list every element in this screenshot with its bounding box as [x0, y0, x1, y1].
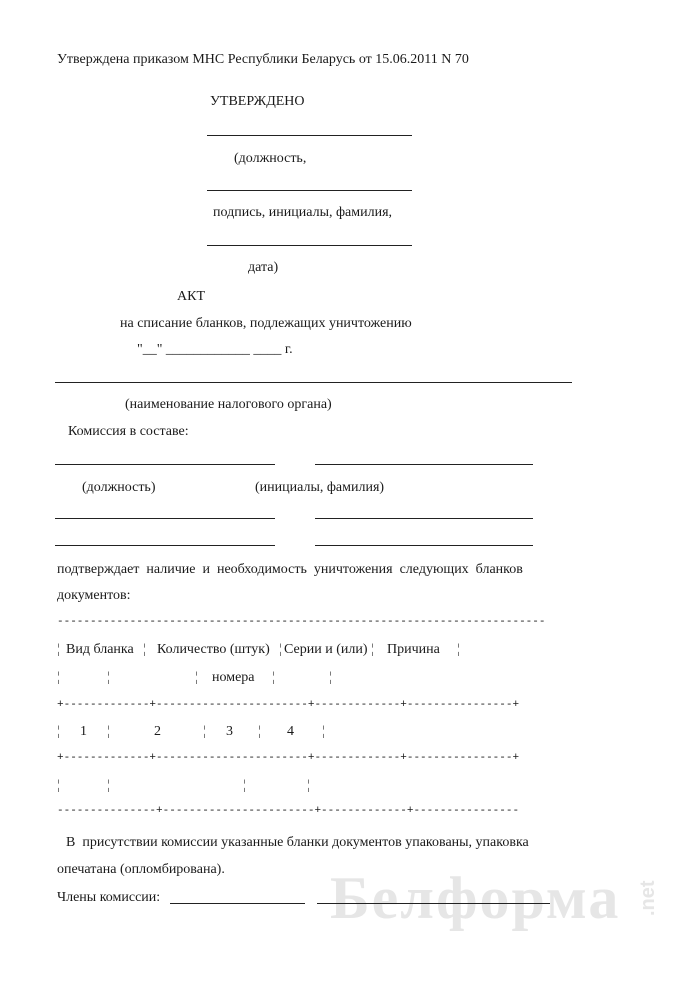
table-bar: ¦ — [457, 642, 460, 657]
table-header-series: Серии и (или) — [284, 642, 368, 657]
table-col-number-4: 4 — [287, 724, 294, 739]
members-label: Члены комиссии: — [57, 890, 161, 905]
commission-position-line-2 — [55, 518, 275, 519]
table-bar: ¦ — [371, 642, 374, 657]
presence-line-1: В присутствии комиссии указанные бланки документов упакованы, упаковка — [66, 835, 529, 850]
table-header-numbers: номера — [212, 670, 255, 685]
table-separator-1: +-------------+-----------------------+-------------+----------------+ — [57, 699, 520, 711]
table-col-number-1: 1 — [80, 724, 87, 739]
act-date-line: "__" ____________ ____ г. — [137, 342, 293, 357]
table-bar: ¦ — [307, 778, 310, 793]
watermark-suffix: .net — [637, 880, 659, 916]
commission-name-hint: (инициалы, фамилия) — [255, 480, 385, 495]
table-bar: ¦ — [203, 724, 206, 739]
member-line-1 — [170, 903, 305, 904]
signature-hint: подпись, инициалы, фамилия, — [213, 205, 393, 220]
table-bar: ¦ — [57, 670, 60, 685]
table-header-kind: Вид бланка — [66, 642, 134, 657]
commission-position-line-3 — [55, 545, 275, 546]
table-bar: ¦ — [329, 670, 332, 685]
table-top-rule: -------------------------------------------------------------------------- — [57, 616, 546, 628]
commission-label: Комиссия в составе: — [68, 424, 189, 439]
commission-position-hint: (должность) — [82, 480, 156, 495]
table-col-number-2: 2 — [154, 724, 161, 739]
table-bar: ¦ — [57, 642, 60, 657]
commission-name-line-2 — [315, 518, 533, 519]
table-bar: ¦ — [243, 778, 246, 793]
commission-position-line-1 — [55, 464, 275, 465]
table-separator-2: +-------------+-----------------------+-------------+----------------+ — [57, 752, 520, 764]
table-bar: ¦ — [107, 778, 110, 793]
approval-note: Утверждена приказом МНС Республики Беларусь от 15.06.2011 N 70 — [57, 52, 469, 67]
table-bar: ¦ — [258, 724, 261, 739]
presence-line-2: опечатана (опломбирована). — [57, 862, 225, 877]
table-col-number-3: 3 — [226, 724, 233, 739]
confirm-line-1: подтверждает наличие и необходимость уничтожения следующих бланков — [57, 562, 523, 577]
authority-name-line — [55, 382, 572, 383]
table-bar: ¦ — [272, 670, 275, 685]
position-hint: (должность, — [234, 151, 307, 166]
table-bar: ¦ — [57, 778, 60, 793]
table-bar: ¦ — [143, 642, 146, 657]
member-line-2 — [317, 903, 550, 904]
approver-position-line — [207, 135, 412, 136]
commission-name-line-1 — [315, 464, 533, 465]
act-title: АКТ — [177, 289, 205, 304]
table-bar: ¦ — [107, 670, 110, 685]
approver-signature-line — [207, 190, 412, 191]
table-bar: ¦ — [279, 642, 282, 657]
commission-name-line-3 — [315, 545, 533, 546]
authority-hint: (наименование налогового органа) — [125, 397, 332, 412]
table-bar: ¦ — [195, 670, 198, 685]
confirm-line-2: документов: — [57, 588, 131, 603]
approved-label: УТВЕРЖДЕНО — [210, 94, 305, 109]
watermark-logo: Белформа — [330, 865, 621, 931]
approver-date-line — [207, 245, 412, 246]
table-bottom-rule: ---------------+-----------------------+-------------+---------------- — [57, 805, 520, 817]
table-bar: ¦ — [107, 724, 110, 739]
table-header-quantity: Количество (штук) — [157, 642, 270, 657]
table-bar: ¦ — [322, 724, 325, 739]
table-bar: ¦ — [57, 724, 60, 739]
table-header-reason: Причина — [387, 642, 440, 657]
date-hint: дата) — [248, 260, 279, 275]
act-subtitle: на списание бланков, подлежащих уничтожению — [120, 316, 412, 331]
